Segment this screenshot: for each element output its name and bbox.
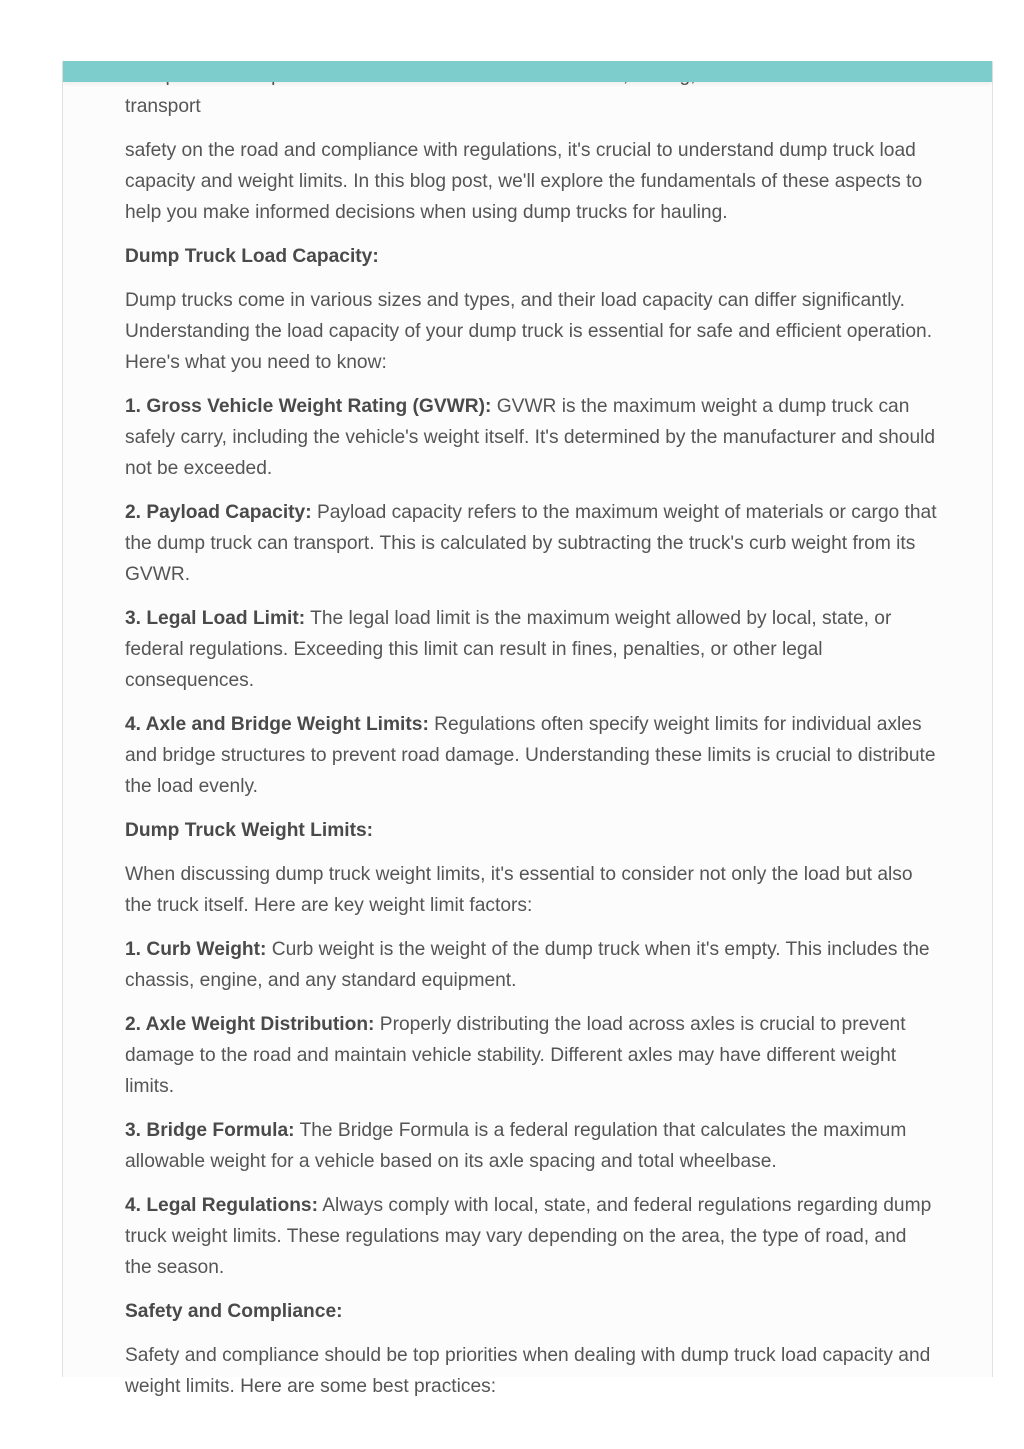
- list-item-text: Always comply with local, state, and federal regulations regarding dump truck weight limits. These regulations may vary depending on the area, the type of road, and the season.: [125, 1195, 932, 1278]
- article-body: [125, 61, 937, 1415]
- section-heading-safety: Safety and Compliance:: [125, 1301, 343, 1322]
- list-item: [125, 934, 937, 996]
- weight-limits-intro: When discussing dump truck weight limits, it's essential to consider not only the load but also the truck itself. Here are key weight limit factors:: [125, 864, 913, 916]
- list-item: [125, 497, 937, 590]
- list-item-text: GVWR is the maximum weight a dump truck can safely carry, including the vehicle's weight itself. It's determined by the manufacturer and should not be exceeded.: [125, 396, 936, 479]
- list-item-text: Payload capacity refers to the maximum weight of materials or cargo that the dump truck can transport. This is calculated by subtracting the truck's curb weight from its GVWR.: [125, 502, 937, 585]
- list-item-term: 2. Axle Weight Distribution:: [125, 1014, 375, 1035]
- list-item: [125, 709, 937, 802]
- list-item-text: The legal load limit is the maximum weight allowed by local, state, or federal regulations. Exceeding this limit can result in fines, penalties, or other legal consequences.: [125, 608, 892, 691]
- load-capacity-intro: Dump trucks come in various sizes and types, and their load capacity can differ significantly. Understanding the load capacity of your dump truck is essential for safe and efficient operation. Here's what you need to know:: [125, 290, 933, 373]
- list-item-text: Regulations often specify weight limits for individual axles and bridge structures to prevent road damage. Understanding these limits is crucial to distribute the load evenly.: [125, 714, 936, 797]
- list-item: [125, 1190, 937, 1283]
- section-heading-weight-limits: Dump Truck Weight Limits:: [125, 820, 374, 841]
- list-item: [125, 1115, 937, 1177]
- list-item: [125, 391, 937, 484]
- list-item-text: Curb weight is the weight of the dump truck when it's empty. This includes the chassis, engine, and any standard equipment.: [125, 939, 930, 991]
- list-item: [125, 603, 937, 696]
- list-item-term: 1. Gross Vehicle Weight Rating (GVWR):: [125, 396, 492, 417]
- list-item-term: 4. Legal Regulations:: [125, 1195, 318, 1216]
- list-item-term: 3. Legal Load Limit:: [125, 608, 306, 629]
- list-item-term: 4. Axle and Bridge Weight Limits:: [125, 714, 429, 735]
- list-item-text: Properly distributing the load across axles is crucial to prevent damage to the road and maintain vehicle stability. Different axles may have different weight limits.: [125, 1014, 906, 1097]
- intro-paragraph: safety on the road and compliance with regulations, it's crucial to understand dump truck load capacity and weight limits. In this blog post, we'll explore the fundamentals of these aspects to help you make informed decisions when using dump trucks for hauling.: [125, 140, 923, 223]
- list-item-term: 3. Bridge Formula:: [125, 1120, 295, 1141]
- header-accent-bar: [63, 61, 992, 82]
- section-heading-load-capacity: Dump Truck Load Capacity:: [125, 246, 379, 267]
- list-item-term: 1. Curb Weight:: [125, 939, 267, 960]
- safety-intro: Safety and compliance should be top priorities when dealing with dump truck load capacity and weight limits. Here are some best practices:: [125, 1345, 931, 1397]
- list-item-text: The Bridge Formula is a federal regulation that calculates the maximum allowable weight for a vehicle based on its axle spacing and total wheelbase.: [125, 1120, 907, 1172]
- list-item: [125, 1009, 937, 1102]
- clipped-paragraph-line: transport: [125, 96, 201, 117]
- list-item-term: 2. Payload Capacity:: [125, 502, 312, 523]
- article-card: [62, 61, 993, 1397]
